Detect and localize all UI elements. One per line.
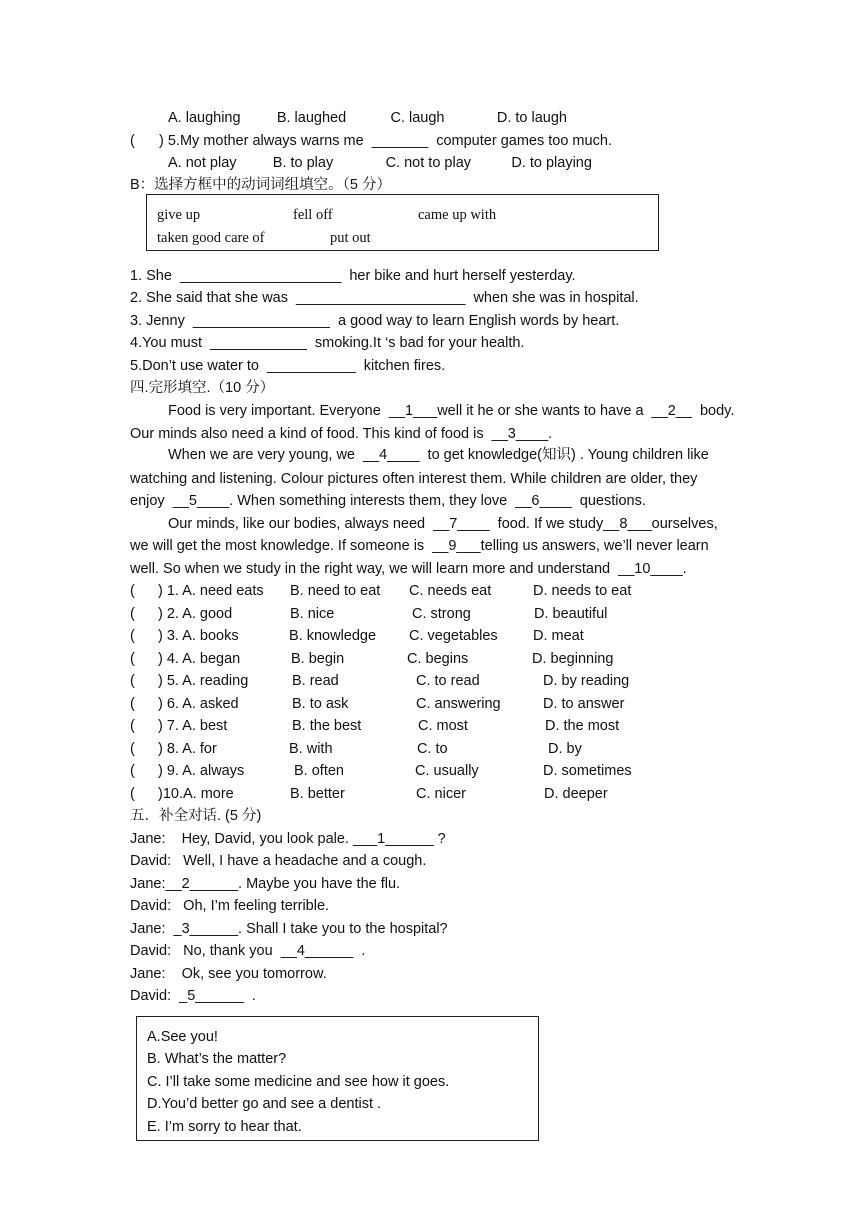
cloze-option-a: ) 1. A. need eats [158,583,264,599]
answer-option: C. I’ll take some medicine and see how it goes. [147,1074,450,1090]
cloze-option-b: B. to ask [292,696,349,712]
section-4-heading: 四.完形填空.（10 分） [130,380,275,396]
cloze-option-b: B. with [289,741,333,757]
answer-paren: ( [130,606,135,622]
cloze-option-a: ) 2. A. good [158,606,233,622]
dialogue-line: David: No, thank you __4______ . [130,943,366,959]
cloze-option-c: C. strong [412,606,471,622]
passage-line: Our minds also need a kind of food. This kind of food is __3____. [130,426,553,442]
cloze-option-b: B. begin [291,651,345,667]
dialogue-line: David: _5______ . [130,988,256,1004]
cloze-option-c: C. needs eat [409,583,492,599]
cloze-option-b: B. often [294,763,344,779]
prev-question-options: A. laughing B. laughed C. laugh D. to laugh [168,110,567,126]
answer-paren: ( [130,718,135,734]
cloze-option-b: B. knowledge [289,628,377,644]
fill-line: 4.You must ____________ smoking.It ‘s bad for your health. [130,335,525,351]
answer-option: B. What’s the matter? [147,1051,287,1067]
fill-line: 1. She ____________________ her bike and hurt herself yesterday. [130,268,576,284]
cloze-option-b: B. the best [292,718,362,734]
cloze-option-c: C. most [418,718,468,734]
cloze-option-d: D. needs to eat [533,583,632,599]
answer-paren: ( [130,786,135,802]
cloze-option-a: )10.A. more [158,786,234,802]
answer-paren: ( [130,696,135,712]
cloze-option-a: ) 8. A. for [158,741,217,757]
answer-option: A.See you! [147,1029,218,1045]
cloze-option-a: ) 7. A. best [158,718,228,734]
word-taken-good-care-of: taken good care of [157,230,265,246]
word-put-out: put out [330,230,371,246]
cloze-option-c: C. to read [416,673,480,689]
answer-paren: ( [130,628,135,644]
cloze-option-c: C. answering [416,696,501,712]
answer-paren: ( [130,673,135,689]
answer-paren: ( [130,763,135,779]
passage-line: well. So when we study in the right way, we will learn more and understand __10____. [130,561,687,577]
cloze-option-d: D. meat [533,628,584,644]
cloze-option-d: D. deeper [544,786,608,802]
passage-line: Food is very important. Everyone __1___well it he or she wants to have a __2__ body. [168,403,735,419]
cloze-option-d: D. beautiful [534,606,608,622]
passage-line: enjoy __5____. When something interests them, they love __6____ questions. [130,493,646,509]
cloze-option-c: C. nicer [416,786,466,802]
cloze-option-d: D. by reading [543,673,630,689]
answer-options-box [136,1016,539,1141]
cloze-option-d: D. beginning [532,651,614,667]
cloze-option-c: C. to [417,741,448,757]
cloze-option-b: B. nice [290,606,335,622]
part-b-heading: B：选择方框中的动词词组填空。（5 分） [130,177,392,193]
cloze-option-c: C. begins [407,651,469,667]
passage-line: When we are very young, we __4____ to get knowledge(知识) . Young children like [168,447,709,463]
cloze-option-c: C. usually [415,763,479,779]
answer-paren: ( [130,741,135,757]
section-5-heading: 五．补全对话. (5 分) [130,808,262,824]
dialogue-line: Jane: _3______. Shall I take you to the hospital? [130,921,448,937]
fill-line: 2. She said that she was _____________________ when she was in hospital. [130,290,639,306]
dialogue-line: Jane: Hey, David, you look pale. ___1______ ? [130,831,446,847]
word-fell-off: fell off [293,207,333,223]
question-5-options: A. not play B. to play C. not to play D. to playing [168,155,592,171]
cloze-option-d: D. to answer [543,696,625,712]
cloze-option-b: B. read [292,673,339,689]
word-give-up: give up [157,207,201,223]
dialogue-line: David: Oh, I’m feeling terrible. [130,898,330,914]
cloze-option-b: B. need to eat [290,583,381,599]
cloze-option-a: ) 9. A. always [158,763,245,779]
passage-line: watching and listening. Colour pictures often interest them. While children are older, they [130,471,698,487]
fill-line: 3. Jenny _________________ a good way to learn English words by heart. [130,313,620,329]
dialogue-line: Jane: Ok, see you tomorrow. [130,966,327,982]
cloze-option-d: D. by [548,741,582,757]
answer-option: D.You’d better go and see a dentist . [147,1096,382,1112]
cloze-option-a: ) 3. A. books [158,628,239,644]
dialogue-line: David: Well, I have a headache and a cough. [130,853,427,869]
cloze-option-d: D. the most [545,718,620,734]
dialogue-line: Jane:__2______. Maybe you have the flu. [130,876,401,892]
answer-option: E. I’m sorry to hear that. [147,1119,302,1135]
cloze-option-c: C. vegetables [409,628,498,644]
cloze-option-b: B. better [290,786,345,802]
word-came-up-with: came up with [418,207,497,223]
answer-paren: ( [130,583,135,599]
cloze-option-d: D. sometimes [543,763,632,779]
cloze-option-a: ) 6. A. asked [158,696,239,712]
answer-paren: ( [130,651,135,667]
passage-line: we will get the most knowledge. If someone is __9___telling us answers, we’ll never learn [130,538,709,554]
fill-line: 5.Don’t use water to ___________ kitchen fires. [130,358,446,374]
cloze-option-a: ) 5. A. reading [158,673,249,689]
passage-line: Our minds, like our bodies, always need __7____ food. If we study__8___ourselves, [168,516,718,532]
word-box [146,194,659,251]
question-5-stem: ( ) 5.My mother always warns me _______ computer games too much. [130,133,612,149]
cloze-option-a: ) 4. A. began [158,651,241,667]
